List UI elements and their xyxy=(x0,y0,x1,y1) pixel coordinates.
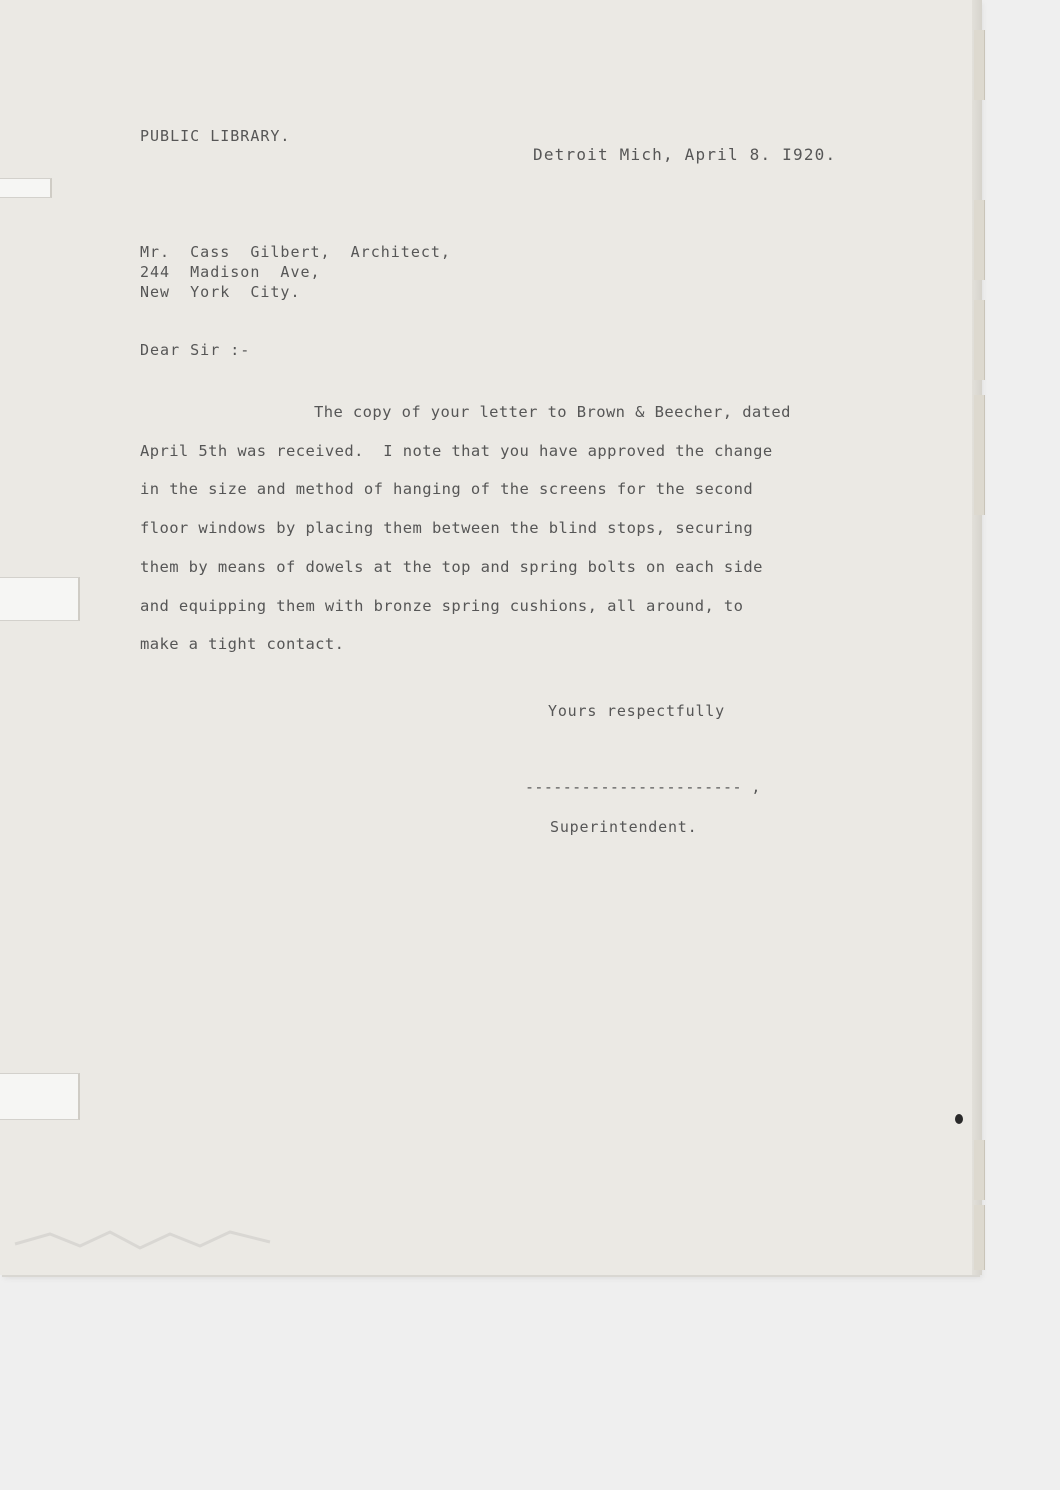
address-line: New York City. xyxy=(140,283,301,301)
recipient-address xyxy=(140,242,451,302)
body-line: floor windows by placing them between the blind stops, securing xyxy=(140,519,754,538)
complimentary-close: Yours respectfully xyxy=(548,702,725,720)
letter-dateline: Detroit Mich, April 8. I920. xyxy=(533,145,837,164)
letter-body xyxy=(140,393,920,664)
salutation: Dear Sir :- xyxy=(140,341,251,359)
letterhead-organization: PUBLIC LIBRARY. xyxy=(140,127,291,145)
body-line: and equipping them with bronze spring cushions, all around, to xyxy=(140,596,744,615)
address-line: Mr. Cass Gilbert, Architect, xyxy=(140,243,451,261)
signer-title: Superintendent. xyxy=(550,818,698,836)
address-line: 244 Madison Ave, xyxy=(140,263,321,281)
body-line: make a tight contact. xyxy=(140,635,345,654)
body-line: in the size and method of hanging of the screens for the second xyxy=(140,480,754,499)
signature-line: ----------------------- , xyxy=(525,778,761,796)
body-line: April 5th was received. I note that you have approved the change xyxy=(140,441,773,460)
body-line: The copy of your letter to Brown & Beecher, dated xyxy=(314,403,791,421)
body-line: them by means of dowels at the top and spring bolts on each side xyxy=(140,557,763,576)
